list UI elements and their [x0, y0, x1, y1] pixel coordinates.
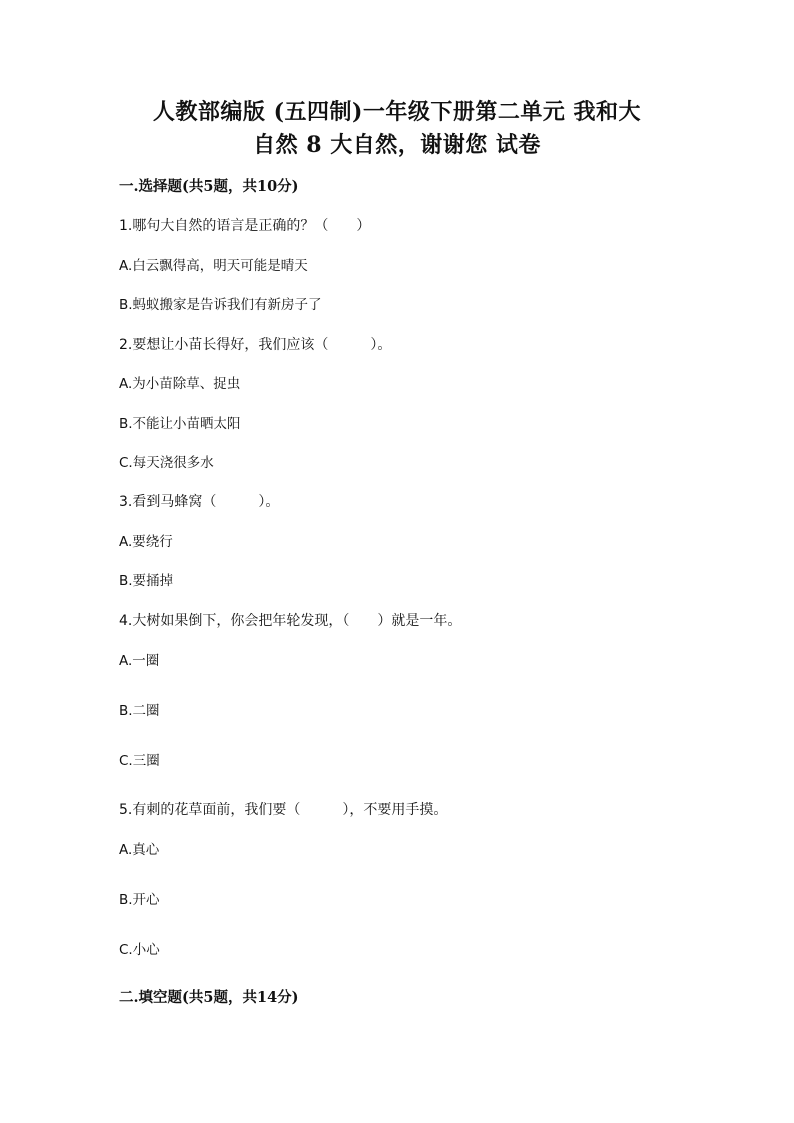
document-title-line-2: 自然 8 大自然，谢谢您 试卷: [253, 132, 541, 158]
question-3-option-a: A.要绕行: [119, 534, 173, 550]
question-5-option-c: C.小心: [119, 942, 160, 958]
question-4-stem: 4.大树如果倒下，你会把年轮发现，（ ）就是一年。: [119, 613, 462, 629]
section-heading-choice: 一.选择题(共5题，共10分): [119, 178, 299, 195]
question-4-option-a: A.一圈: [119, 653, 160, 669]
question-2-option-c: C.每天浇很多水: [119, 455, 214, 471]
question-2-option-a: A.为小苗除草、捉虫: [119, 376, 241, 392]
question-5-stem: 5.有刺的花草面前，我们要（ ），不要用手摸。: [119, 802, 448, 818]
question-4-option-b: B.二圈: [119, 703, 160, 719]
question-2-stem: 2.要想让小苗长得好，我们应该（ ）。: [119, 337, 392, 353]
question-5-option-b: B.开心: [119, 892, 160, 908]
question-3-option-b: B.要捅掉: [119, 573, 174, 589]
document-title-line-1: 人教部编版 (五四制)一年级下册第二单元 我和大: [152, 99, 642, 125]
question-5-option-a: A.真心: [119, 842, 160, 858]
question-1-stem: 1.哪句大自然的语言是正确的？（ ）: [119, 218, 371, 234]
question-2-option-b: B.不能让小苗晒太阳: [119, 416, 241, 432]
question-3-stem: 3.看到马蜂窝（ ）。: [119, 494, 280, 510]
question-1-option-a: A.白云飘得高，明天可能是晴天: [119, 258, 308, 274]
question-4-option-c: C.三圈: [119, 753, 160, 769]
question-1-option-b: B.蚂蚁搬家是告诉我们有新房子了: [119, 297, 322, 313]
section-heading-fill-in: 二.填空题(共5题，共14分): [119, 989, 299, 1006]
